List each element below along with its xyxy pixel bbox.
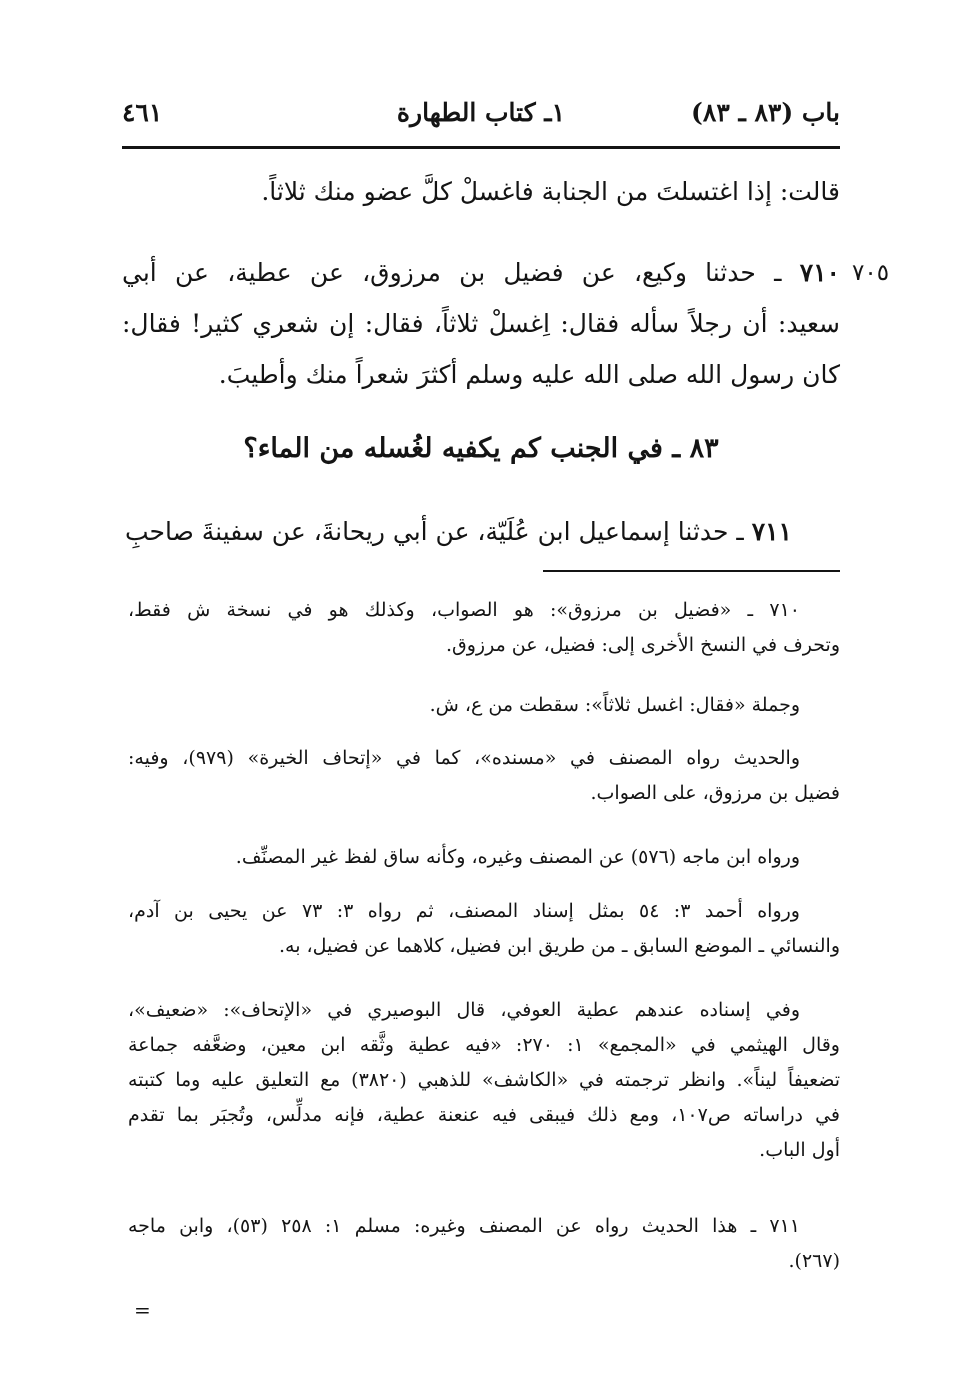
footnote-711 (128, 1209, 840, 1279)
hadith-number: ٧١٠ (799, 258, 840, 287)
book-title: ١ـ كتاب الطهارة (396, 98, 566, 127)
header-rule (122, 146, 840, 149)
footnote-line: وجملة «فقال: اغسل ثلاثاً»: سقطت من ع، ش. (429, 694, 800, 716)
chapter-reference: باب (٨٣ ـ ٨٣) (691, 98, 840, 127)
footnote-line: ورواه أحمد ٣: ٥٤ بمثل إسناد المصنف، ثم رواه ٣: ٧٣ عن يحيى بن آدم، (128, 900, 800, 922)
main-text-line: قالت: إذا اغتسلتَ من الجنابة فاغسلْ كلَّ عضو منك ثلاثاً. (261, 177, 840, 206)
footnote-separator (543, 570, 840, 572)
hadith-710-line-2: سعيد: أن رجلاً سأله فقال: اِغسلْ ثلاثاً، فقال: إن شعري كثير! فقال: (122, 309, 840, 338)
footnote-line: تضعيفاً ليناً». وانظر ترجمته في «الكاشف» للذهبي (٣٨٢٠) مع التعليق عليه وما كتبته (128, 1069, 841, 1091)
footnote-line: وتحرف في النسخ الأخرى إلى: فضيل، عن مرزوق. (445, 634, 840, 656)
continuation-mark: = (134, 1298, 151, 1322)
footnote-paragraph (128, 993, 840, 1168)
page-number: ٤٦١ (122, 98, 163, 127)
margin-number: ٧٠٥ (852, 260, 890, 286)
footnote-line: ٧١١ ـ هذا الحديث رواه عن المصنف وغيره: مسلم ١: ٢٥٨ (٥٣)، وابن ماجه (128, 1215, 800, 1237)
footnote-line: أول الباب. (759, 1139, 840, 1161)
footnote-paragraph (128, 894, 840, 964)
footnote-paragraph (128, 741, 840, 811)
hadith-number: ٧١١ (751, 517, 792, 546)
running-header (122, 92, 840, 142)
footnote-line: والنسائي ـ الموضع السابق ـ من طريق ابن فضيل، كلاهما عن فضيل، به. (278, 935, 840, 957)
footnote-line: في دراساته ص١٠٧، ومع ذلك فيبقى فيه عنعنة عطية، فإنه مدلِّس، وتُجبَر بما تقدم (128, 1104, 840, 1126)
footnote-paragraph (128, 840, 840, 875)
hadith-text: ـ حدثنا وكيع، عن فضيل بن مرزوق، عن عطية، عن أبي (122, 258, 782, 287)
hadith-711-line-1 (124, 506, 792, 558)
footnote-line: ورواه ابن ماجه (٥٧٦) عن المصنف وغيره، وكأنه ساق لفظ غير المصنِّف. (235, 846, 800, 868)
footnote-line: وقال الهيثمي في «المجمع» ١: ٢٧٠: «فيه عطية وثَّقه ابن معين، وضعَّفه جماعة (128, 1034, 840, 1056)
footnote-line: (٢٦٧). (788, 1250, 840, 1272)
footnote-line: والحديث رواه المصنف في «مسنده»، كما في «إتحاف الخيرة» (٩٧٩)، وفيه: (128, 747, 800, 769)
footnote-line: فضيل بن مرزوق، على الصواب. (590, 782, 840, 804)
footnote-line: ٧١٠ ـ «فضيل بن مرزوق»: هو الصواب، وكذلك هو في نسخة ش فقط، (128, 599, 800, 621)
hadith-text: ـ حدثنا إسماعيل ابن عُلَيّة، عن أبي ريحانةَ، عن سفينةَ صاحبِ (124, 517, 744, 546)
hadith-710-line-3: كان رسول الله صلى الله عليه وسلم أكثرَ شعراً منك وأطيبَ. (218, 360, 840, 389)
footnote-710 (128, 593, 840, 663)
hadith-710-line-1 (122, 247, 840, 299)
chapter-heading: ٨٣ ـ في الجنب كم يكفيه لغُسله من الماء؟ (243, 433, 719, 464)
footnote-line: وفي إسناده عندهم عطية العوفي، قال البوصيري في «الإتحاف»: «ضعيف»، (128, 999, 800, 1021)
footnote-paragraph (128, 688, 840, 723)
